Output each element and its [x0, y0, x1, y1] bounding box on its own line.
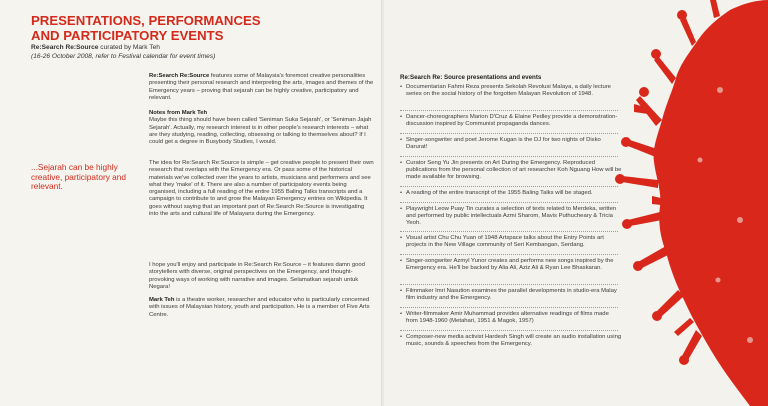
- page-title: [31, 14, 261, 43]
- bullet-icon: •: [400, 137, 403, 143]
- event-item: • Singer-songwriter Azmyl Yunor creates and performs new songs inspired by the Emergency era. He'll be backed by Alia Ali, Aziz Ali & Ryan Lee Bhaskaran.: [400, 258, 614, 272]
- event-item: • Documentarian Fahmi Reza presents Sekolah Revolusi Malaya, a daily lecture series on the social history of the forgotten Malayan Revolution of 1948.: [400, 84, 611, 98]
- divider: [400, 330, 618, 331]
- divider: [400, 110, 618, 111]
- event-item: • Filmmaker Imri Nasution examines the parallel developments in studio-era Malay film industry and the Emergency.: [400, 288, 617, 302]
- bullet-icon: •: [400, 334, 403, 340]
- bullet-icon: •: [400, 190, 403, 196]
- intro-paragraph: [149, 73, 374, 102]
- event-item: • Visual artist Chu Chu Yuan of 1948 Artspace talks about the Entry Points art projects in the New Village community of Seri Kembangan, Serdang.: [400, 235, 604, 249]
- divider: [400, 133, 618, 134]
- bullet-icon: •: [400, 235, 403, 241]
- curated-brand: Re:Search Re:Source: [31, 44, 99, 51]
- bio-name: Mark Teh: [149, 297, 175, 303]
- notes-section: [149, 110, 374, 146]
- bullet-icon: •: [400, 160, 403, 166]
- event-item: • Playwright Leow Puay Tin curates a selection of texts related to Merdeka, written and performed by public intellectuals Azmi Sharom, Mavis Puthucheary & Tricia Yeoh.: [400, 206, 617, 227]
- divider: [400, 186, 618, 187]
- bullet-icon: •: [400, 288, 403, 294]
- notes-heading: Notes from Mark Teh: [149, 110, 208, 116]
- curator-line: [31, 44, 160, 51]
- event-item: • Curator Seng Yu Jin presents on Art During the Emergency. Reproduced publications from the personal collection of art researcher Koh Nguang How will be made available for browsing.: [400, 160, 622, 181]
- events-heading: Re:Search Re: Source presentations and events: [400, 74, 542, 81]
- divider: [400, 307, 618, 308]
- title-line-2: AND PARTICIPATORY EVENTS: [31, 27, 224, 43]
- pull-quote: ...Sejarah can be highly creative, participatory and relevant.: [31, 162, 127, 192]
- bullet-icon: •: [400, 114, 403, 120]
- curated-rest: curated by Mark Teh: [100, 44, 160, 51]
- divider: [400, 231, 618, 232]
- intro-text: features some of Malaysia's foremost creative personalities presenting their personal research and interpreting the arts, images and themes of the Emergency years – proving that sejarah can be highly creative, participatory and relevant.: [149, 73, 374, 101]
- event-item: • Composer-new media activist Hardesh Singh will create an audio installation using music, sounds & speeches from the Emergency.: [400, 334, 622, 348]
- event-item: • Dancer-choreographers Marion D'Cruz & Elaine Pedley provide a demonstration-discussion inspired by Communist propaganda dances.: [400, 114, 618, 128]
- crowd-silhouette: [615, 0, 768, 406]
- event-item: • A reading of the entire transcript of the 1955 Baling Talks will be staged.: [400, 190, 593, 196]
- divider: [400, 156, 618, 157]
- bio-text: is a theatre worker, researcher and educator who is particularly concerned with issues of Malaysian history, youth and participation. He is a member of Five Arts Centre.: [149, 297, 370, 318]
- title-line-1: PRESENTATIONS, PERFORMANCES: [31, 13, 261, 28]
- bullet-icon: •: [400, 206, 403, 212]
- bullet-icon: •: [400, 311, 403, 317]
- bullet-icon: •: [400, 258, 403, 264]
- notes-text: Maybe this thing should have been called 'Seniman Suka Sejarah', or 'Seniman Jajah Sejarah'. Actually, my research interest is in other people's research interests – what are they studying, reading, collecting, obsessing or talking to themselves about? If I could get a degree in Busybody Studies, I would.: [149, 117, 372, 146]
- event-dates: (16-26 October 2008, refer to Festival calendar for event times): [31, 53, 216, 60]
- idea-paragraph: The idea for Re:Search Re:Source is simple – get creative people to present their own research that overlaps with the Emergency era. Or pass some of the historical materials we've collected over the years to artists, musicians and performers and see what they 'make' of it. There are also a number of participatory events being organised, including a full reading of the entire 1955 Baling Talks transcripts and a campaign to contribute to and grow the Malayan Emergency entries on Wikipedia. It goes without saying that an important part of Re:Search Re:Source is investigating into the arts and cultural life of Malayans during the Emergency.: [149, 160, 374, 218]
- event-item: • Singer-songwriter and poet Jerome Kugan is the DJ for two nights of Disko Darurat!: [400, 137, 601, 151]
- red-crowd-illustration: [600, 0, 768, 406]
- bio-paragraph: [149, 297, 374, 319]
- enjoy-paragraph: I hope you'll enjoy and participate in Re:Search Re:Source – it features damn good storytellers with diverse, original perspectives on the Emergency, and thought-provoking ways of working with narrative and images. Selamatkan sejarah untuk Negara!: [149, 262, 365, 290]
- divider: [400, 284, 618, 285]
- event-item: • Writer-filmmaker Amir Muhammad provides alternative readings of films made from 1948-1960 (Metahari, 1951 & Magok, 1957): [400, 311, 609, 325]
- bullet-icon: •: [400, 84, 403, 90]
- divider: [400, 202, 618, 203]
- intro-brand: Re:Search Re:Source: [149, 73, 210, 79]
- divider: [400, 254, 618, 255]
